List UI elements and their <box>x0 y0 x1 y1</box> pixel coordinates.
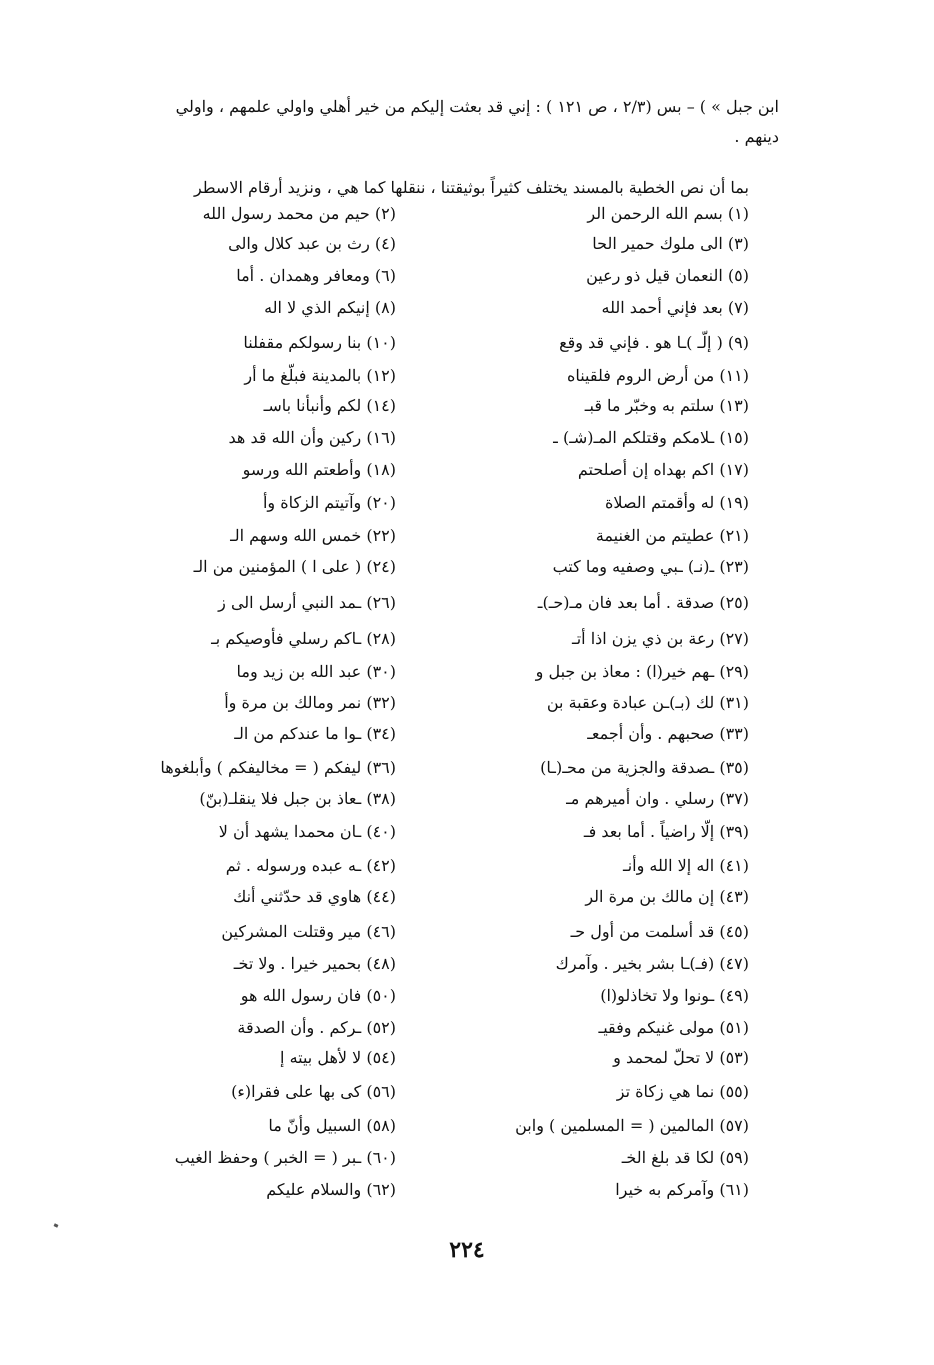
text-line-1: (١) بسم الله الرحمن الر <box>587 204 749 223</box>
intro-line-1: ابن جبل » ) – بس (٢/٣ ، ص ١٢١ ) : إني قد بعثت إليكم من خير أهلي واولي علمهم ، واولي <box>175 97 779 116</box>
text-line-36: (٣٦) ليفكم ( = مخاليفكم ) وأبلغوها <box>160 758 396 777</box>
text-line-52: (٥٢) ـركم . وأن الصدقة <box>237 1018 396 1037</box>
text-line-45: (٤٥) قد أسلمت من أول حـ <box>570 922 749 941</box>
text-line-18: (١٨) وأطعتم الله ورسو <box>242 460 396 479</box>
text-line-54: (٥٤) لا لأهل بيته إ <box>280 1048 396 1067</box>
text-line-62: (٦٢) والسلام عليكم <box>266 1180 396 1199</box>
text-line-48: (٤٨) بحمير خيرا . ولا تخـ <box>233 954 396 973</box>
lead-sentence: بما أن نص الخطية بالمسند يختلف كثيراً بوثيقتنا ، ننقلها كما هي ، ونزيد أرقام الاسطر <box>193 178 749 197</box>
text-line-5: (٥) النعمان قيل ذو رعين <box>586 266 749 285</box>
text-line-22: (٢٢) خمس الله وسهم الـ <box>230 526 396 545</box>
text-line-16: (١٦) ركين وأن الله قد هد <box>228 428 396 447</box>
text-line-13: (١٣) سلتم به وخبّر ما قبـ <box>584 396 749 415</box>
text-line-34: (٣٤) ـوا ما عندكم من الـ <box>234 724 396 743</box>
text-line-27: (٢٧) رعة بن ذي يزن اذا أتـ <box>572 629 749 648</box>
text-line-21: (٢١) عطيتم من الغنيمة <box>595 526 749 545</box>
text-line-55: (٥٥) نما هي زكاة تز <box>616 1082 749 1101</box>
text-line-26: (٢٦) ـمد النبي أرسل الى ز <box>218 593 396 612</box>
text-line-60: (٦٠) ـبر ( = الخبر ) وحفظ الغيب <box>174 1148 396 1167</box>
text-line-11: (١١) من أرض الروم فلقيناه <box>566 366 749 385</box>
text-line-42: (٤٢) ـه عبده ورسوله . ثم <box>225 856 396 875</box>
text-line-58: (٥٨) السبيل وأنّ ما <box>268 1116 396 1135</box>
text-line-31: (٣١) لك (بـ)ـن عبادة وعقبة بن <box>546 693 749 712</box>
text-line-50: (٥٠) فان رسول الله هو <box>240 986 396 1005</box>
text-line-44: (٤٤) هاوي قد حدّثني أنك <box>233 887 396 906</box>
text-line-12: (١٢) بالمدينة فبلّغ ما أر <box>244 366 396 385</box>
text-line-39: (٣٩) إلّا راضياً . أما بعد فـ <box>583 822 749 841</box>
text-line-47: (٤٧) (فـ)ـا بشر بخير . وآمرك <box>555 954 749 973</box>
text-line-41: (٤١) اله إلا الله وأنـ <box>623 856 749 875</box>
text-line-10: (١٠) بنا رسولكم مقفلنا <box>243 333 396 352</box>
stray-mark <box>54 1223 59 1227</box>
text-line-23: (٢٣) ـ(نـ) ـبي وصفيه وما كتب <box>552 557 749 576</box>
text-line-51: (٥١) مولى غنيكم وفقيـ <box>598 1018 749 1037</box>
text-line-35: (٣٥) ـصدقة والجزية من محـ(ـا) <box>540 758 749 777</box>
text-line-32: (٣٢) نمر ومالك بن مرة وأ <box>224 693 396 712</box>
text-line-20: (٢٠) وآتيتم الزكاة وأ <box>262 493 396 512</box>
text-line-57: (٥٧) المالمين ( = المسلمين ) وابن <box>515 1116 749 1135</box>
intro-paragraph <box>129 92 779 152</box>
text-line-8: (٨) إنيكم الذي لا اله <box>264 298 396 317</box>
text-line-19: (١٩) له وأقمتم الصلاة <box>604 493 749 512</box>
text-line-17: (١٧) اكم بهداه إن أصلحتم <box>577 460 749 479</box>
page-number: ٢٢٤ <box>449 1237 485 1263</box>
text-line-24: (٢٤) ( على ا ) المؤمنين من الـ <box>193 557 396 576</box>
text-line-43: (٤٣) إن مالك بن مرة الر <box>585 887 749 906</box>
text-line-61: (٦١) وآمركم به خيرا <box>615 1180 749 1199</box>
text-line-3: (٣) الى ملوك حمير الحا <box>592 234 749 253</box>
text-line-9: (٩) ( إلّـ )ـا هو . فإني قد وقع <box>559 333 749 352</box>
text-line-38: (٣٨) ـعاذ بن جبل فلا ينقلـ(بنّ) <box>199 789 396 808</box>
text-line-40: (٤٠) ـان محمدا يشهد أن لا <box>218 822 396 841</box>
text-line-59: (٥٩) لكا قد بلغ الخـ <box>621 1148 749 1167</box>
text-line-7: (٧) بعد فإني أحمد الله <box>601 298 749 317</box>
text-line-46: (٤٦) مير وقتلت المشركين <box>221 922 396 941</box>
text-line-29: (٢٩) ـهم خير(ا) : معاذ بن جبل و <box>535 662 749 681</box>
intro-line-2: دينهم . <box>734 127 779 146</box>
text-line-6: (٦) ومعافر وهمدان . أما <box>236 266 396 285</box>
text-line-4: (٤) رث بن عبد كلال والى <box>228 234 396 253</box>
text-line-53: (٥٣) لا تحلّ لمحمد و <box>613 1048 749 1067</box>
text-line-14: (١٤) لكم وأنبأنا باسـ <box>263 396 396 415</box>
text-line-30: (٣٠) عبد الله بن زيد وما <box>236 662 396 681</box>
text-line-33: (٣٣) صحبهم . وأن أجمعـ <box>587 724 749 743</box>
text-line-15: (١٥) ـلامكم وقتلكم المـ(شـ) ـ <box>553 428 749 447</box>
text-line-56: (٥٦) كى بها على فقرا(ء) <box>231 1082 396 1101</box>
text-line-28: (٢٨) ـاكم رسلي فأوصيكم بـ <box>211 629 396 648</box>
text-line-2: (٢) حيم من محمد رسول الله <box>202 204 396 223</box>
text-line-37: (٣٧) رسلي . وان أميرهم مـ <box>566 789 749 808</box>
text-line-25: (٢٥) صدقة . أما بعد فان مـ(حـ)ـ <box>537 593 749 612</box>
text-line-49: (٤٩) ـونوا ولا تخاذلو(ا) <box>600 986 749 1005</box>
